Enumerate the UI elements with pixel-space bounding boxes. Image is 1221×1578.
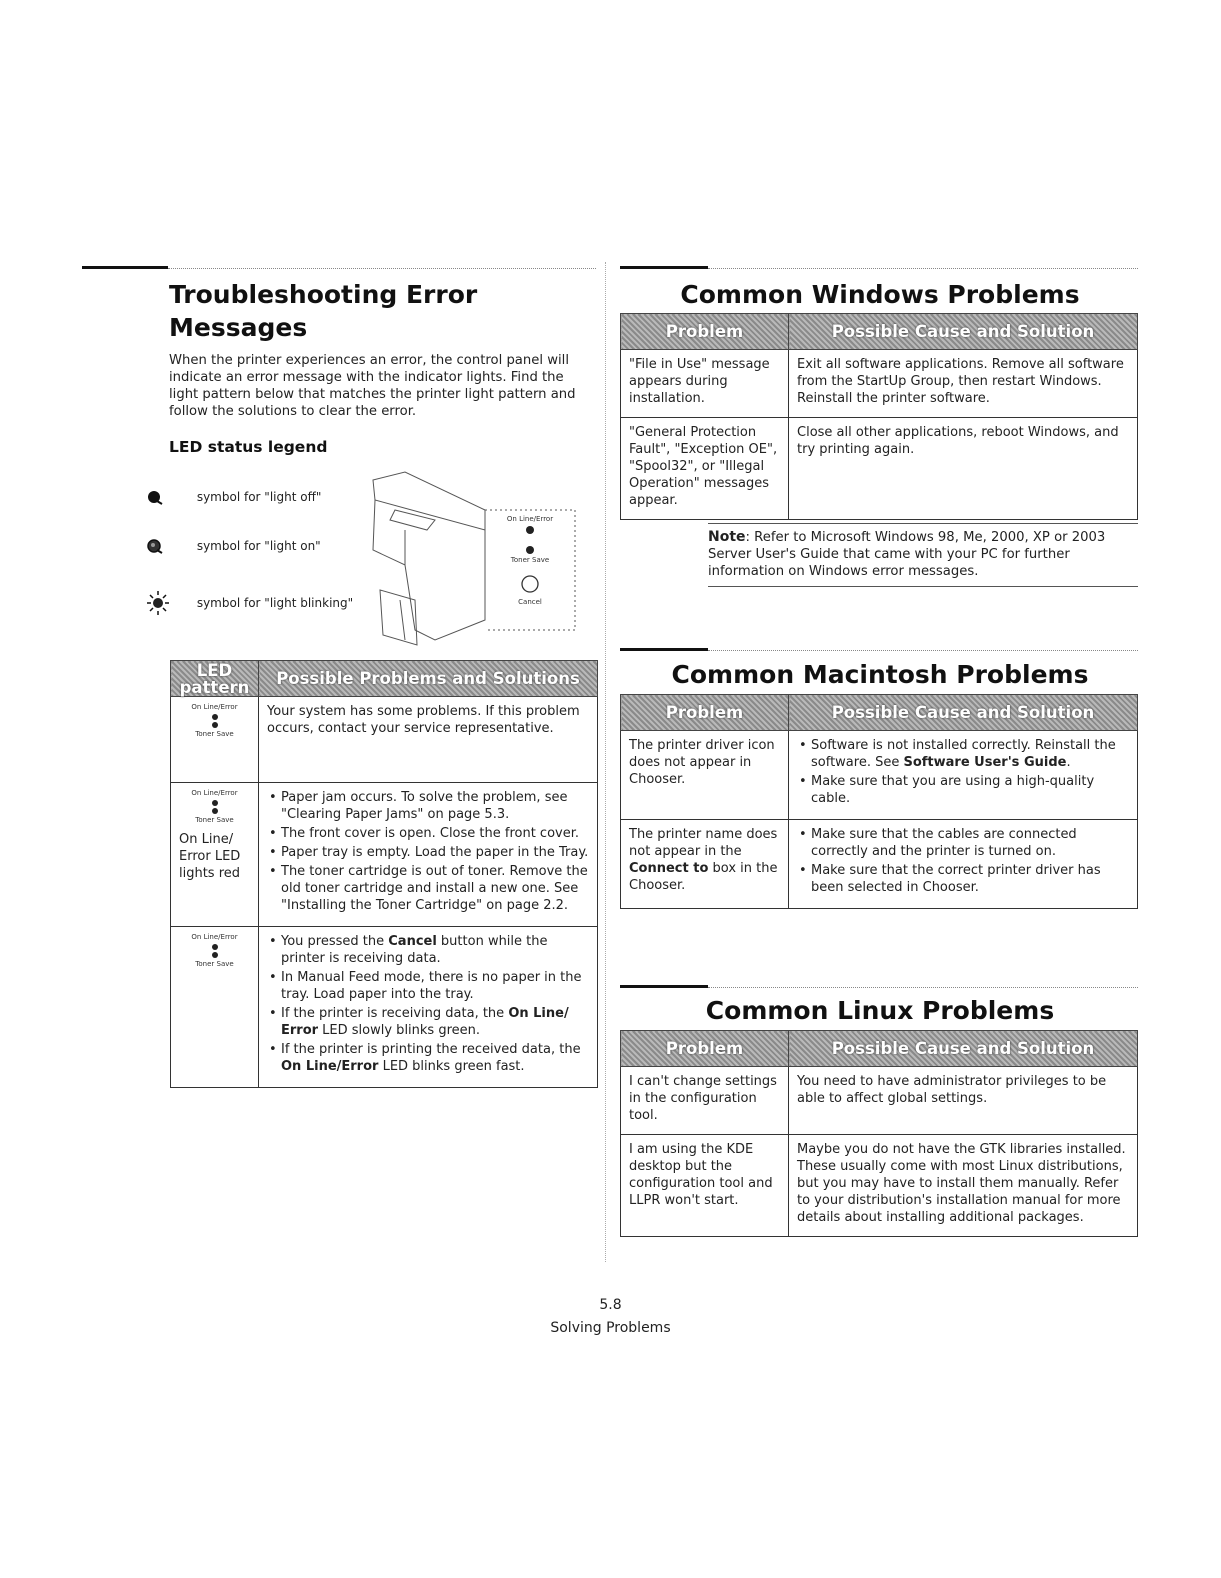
online-error-led xyxy=(526,526,534,534)
linux-table xyxy=(620,1030,1138,1237)
led-off-icon xyxy=(212,952,218,958)
legend-on: symbol for "light on" xyxy=(145,537,321,555)
windows-table xyxy=(620,313,1138,520)
section-rule xyxy=(620,648,708,651)
led-off-icon xyxy=(145,488,165,506)
section-rule xyxy=(82,266,168,269)
cause-header: Possible Cause and Solution xyxy=(789,314,1138,350)
cause-header: Possible Cause and Solution xyxy=(789,1031,1138,1067)
page-title: Troubleshooting Error Messages xyxy=(169,280,478,342)
led-blinking-icon xyxy=(212,722,218,728)
table-row: I can't change settings in the configuration tool. You need to have administrator privileges to be able to affect global settings. xyxy=(621,1067,1138,1135)
problem-header: Problem xyxy=(621,314,789,350)
led-on-icon xyxy=(145,537,165,555)
led-pattern-header: LED pattern xyxy=(171,661,259,697)
led-table xyxy=(170,660,598,1088)
table-row: The printer driver icon does not appear in Chooser. • Software is not installed correctly. Reinstall the software. See Software User's Guide. • Make sure that you are using a high-quality cable. xyxy=(621,731,1138,820)
section-rule-dotted xyxy=(168,268,596,269)
cancel-label: Cancel xyxy=(518,598,542,606)
section-name: Solving Problems xyxy=(550,1320,671,1336)
legend-blinking: symbol for "light blinking" xyxy=(145,588,353,618)
table-row: The printer name does not appear in the Connect to box in the Chooser. • Make sure that the cables are connected correctly and the printer is turned on. • Make sure that the correct printer driver has been selected in Chooser. xyxy=(621,820,1138,909)
mac-title: Common Macintosh Problems xyxy=(671,660,1089,689)
table-row: On Line/Error Toner Save Your system has some problems. If this problem occurs, contact your service representative. xyxy=(171,697,598,783)
control-panel xyxy=(500,515,560,607)
legend-off: symbol for "light off" xyxy=(145,488,321,506)
section-rule xyxy=(620,266,708,269)
printer-illustration xyxy=(365,470,595,650)
windows-note: Note: Refer to Microsoft Windows 98, Me, 2000, XP or 2003 Server User's Guide that came with your PC for further information on Windows error messages. xyxy=(708,523,1138,587)
led-blinking-icon xyxy=(145,588,171,618)
cause-header: Possible Cause and Solution xyxy=(789,695,1138,731)
intro-paragraph: When the printer experiences an error, the control panel will indicate an error message with the indicator lights. Find the light pattern below that matches the printer light pattern and follow the solutions to clear the error. xyxy=(169,353,576,419)
toner-save-led xyxy=(526,546,534,554)
table-row: On Line/Error Toner Save On Line/ Error LED lights red • Paper jam occurs. To solve the problem, see "Clearing Paper Jams" on page 5.3. • The front cover is open. Close the front cover. • Paper tray is empty. Load the paper in the Tray. • The toner cartridge is out of toner. Remove the old toner cartridge and install a new one. See "Installing the Toner Cartridge" on page 2.2. xyxy=(171,783,598,927)
section-rule xyxy=(620,985,708,988)
section-rule-dotted xyxy=(708,268,1138,269)
solutions-header: Possible Problems and Solutions xyxy=(259,661,598,697)
table-row: "File in Use" message appears during installation. Exit all software applications. Remove all software from the StartUp Group, then restart Windows. Reinstall the printer software. xyxy=(621,350,1138,418)
problem-header: Problem xyxy=(621,1031,789,1067)
section-rule-dotted xyxy=(708,650,1138,651)
mac-table xyxy=(620,694,1138,909)
led-on-icon xyxy=(212,800,218,806)
led-off-icon xyxy=(212,808,218,814)
linux-title: Common Linux Problems xyxy=(705,996,1055,1025)
online-error-label: On Line/Error xyxy=(506,515,554,523)
section-rule-dotted xyxy=(708,987,1138,988)
problem-header: Problem xyxy=(621,695,789,731)
table-row: On Line/Error Toner Save • You pressed the Cancel button while the printer is receiving data. • In Manual Feed mode, there is no paper in the tray. Load paper into the tray. • If the printer is receiving data, the On Line/ Error LED slowly blinks green. • If the printer is printing the received data, the On Line/Error LED blinks green fast. xyxy=(171,927,598,1088)
cancel-button-icon xyxy=(520,573,540,595)
led-blinking-icon xyxy=(212,714,218,720)
table-row: I am using the KDE desktop but the configuration tool and LLPR won't start. Maybe you do not have the GTK libraries installed. These usually come with most Linux distributions, but you may have to install them manually. Refer to your distribution's installation manual for more details about installing additional packages. xyxy=(621,1135,1138,1237)
page-number: 5.8 xyxy=(599,1297,622,1313)
led-blinking-icon xyxy=(212,944,218,950)
table-row: "General Protection Fault", "Exception OE", "Spool32", or "Illegal Operation" messages appear. Close all other applications, reboot Windows, and try printing again. xyxy=(621,418,1138,520)
column-divider xyxy=(605,262,606,1262)
legend-heading: LED status legend xyxy=(169,438,328,456)
windows-title: Common Windows Problems xyxy=(680,280,1080,309)
toner-save-label: Toner Save xyxy=(510,556,550,564)
